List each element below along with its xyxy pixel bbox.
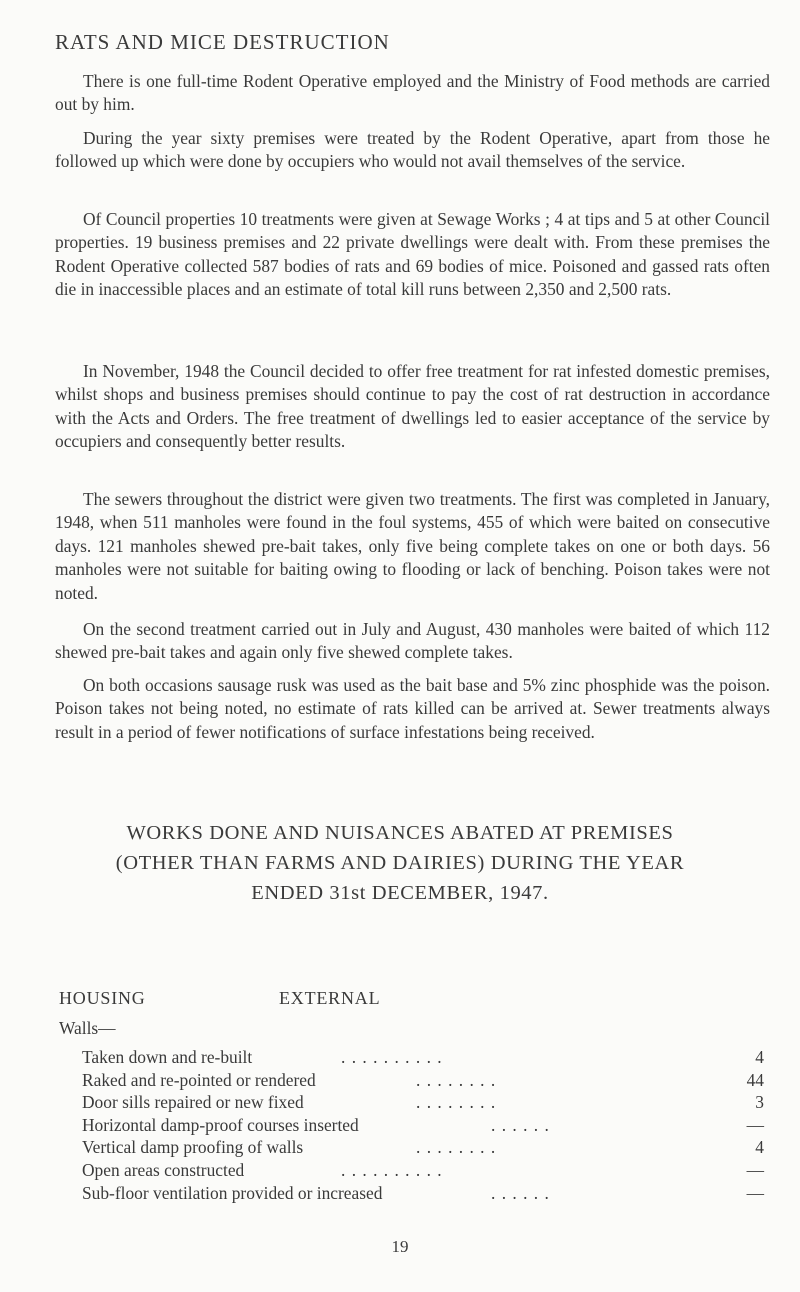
works-heading-line-2: (OTHER THAN FARMS AND DAIRIES) DURING THE YEAR — [115, 852, 685, 874]
row-label: Sub-floor ventilation provided or increased — [82, 1182, 383, 1203]
row-label: Raked and re-pointed or rendered — [82, 1069, 316, 1090]
works-heading-line-1: WORKS DONE AND NUISANCES ABATED AT PREMISES — [126, 822, 674, 844]
table-row — [59, 1136, 779, 1159]
paragraph-sewer-second-treatment: On the second treatment carried out in July and August, 430 manholes were baited of which 112 shewed pre-bait takes and again only five shewed complete takes. — [55, 619, 770, 663]
table-row — [59, 1046, 779, 1069]
leader-dots: . . . . . . — [491, 1182, 550, 1203]
table-row — [59, 1159, 779, 1182]
paragraph-premises-treated: During the year sixty premises were treated by the Rodent Operative, apart from those he followed up which were done by occupiers who would not avail themselves of the service. — [55, 128, 770, 172]
row-value: 4 — [755, 1137, 764, 1158]
works-heading-line-3: ENDED 31st DECEMBER, 1947. — [251, 882, 549, 904]
table-row — [59, 1182, 779, 1205]
paragraph-council-properties: Of Council properties 10 treatments were given at Sewage Works ; 4 at tips and 5 at other Council properties. 19 business premises and 22 private dwellings were dealt with. From these premises the Rodent Operative collected 587 bodies of rats and 69 bodies of mice. Poisoned and gassed rats often die in inaccessible places and an estimate of total kill runs between 2,350 and 2,500 rats. — [55, 209, 770, 300]
paragraph-rodent-operative: There is one full-time Rodent Operative employed and the Ministry of Food methods are carried out by him. — [55, 71, 770, 115]
paragraph-free-treatment: In November, 1948 the Council decided to offer free treatment for rat infested domestic premises, whilst shops and business premises should continue to pay the cost of rat destruction in accordance with the Acts and Orders. The free treatment of dwellings led to easier acceptance of the service by occupiers and consequently better results. — [55, 361, 770, 452]
table-subheadings — [59, 988, 759, 1012]
leader-dots: . . . . . . . . . . — [341, 1159, 443, 1180]
row-label: Vertical damp proofing of walls — [82, 1137, 304, 1158]
table-row — [59, 1114, 779, 1137]
section-title: RATS AND MICE DESTRUCTION — [55, 30, 390, 54]
subheading-housing: HOUSING — [59, 988, 146, 1008]
table-row — [59, 1091, 779, 1114]
row-label: Open areas constructed — [82, 1159, 245, 1180]
leader-dots: . . . . . . . . — [416, 1092, 497, 1113]
row-label: Taken down and re-built — [82, 1047, 253, 1067]
row-value: 4 — [755, 1047, 764, 1067]
row-label: Horizontal damp-proof courses inserted — [82, 1114, 359, 1135]
row-value: 44 — [746, 1069, 764, 1090]
row-value: — — [746, 1182, 764, 1203]
works-heading — [30, 818, 770, 908]
row-value: — — [746, 1114, 764, 1135]
works-table — [59, 1046, 779, 1204]
paragraph-sewer-first-treatment: The sewers throughout the district were given two treatments. The first was completed in January, 1948, when 511 manholes were found in the foul systems, 455 of which were baited on consecutive days. 121 manholes shewed pre-bait takes, only five being complete takes on one or both days. 56 manholes were not suitable for baiting owing to flooding or lack of benching. Poison takes were not noted. — [55, 489, 770, 603]
page-number: 19 — [391, 1237, 409, 1256]
paragraph-bait-poison: On both occasions sausage rusk was used as the bait base and 5% zinc phosphide was the poison. Poison takes not being noted, no estimate of rats killed can be arrived at. Sewer treatments always result in a period of fewer notifications of surface infestations being received. — [55, 675, 770, 742]
walls-label: Walls— — [59, 1018, 116, 1038]
leader-dots: . . . . . . . . . . — [341, 1047, 443, 1067]
row-label: Door sills repaired or new fixed — [82, 1092, 304, 1113]
leader-dots: . . . . . . . . — [416, 1137, 497, 1158]
row-value: — — [746, 1159, 764, 1180]
table-row — [59, 1069, 779, 1092]
row-value: 3 — [755, 1092, 764, 1113]
subheading-external: EXTERNAL — [279, 988, 381, 1008]
leader-dots: . . . . . . . . — [416, 1069, 497, 1090]
leader-dots: . . . . . . — [491, 1114, 550, 1135]
